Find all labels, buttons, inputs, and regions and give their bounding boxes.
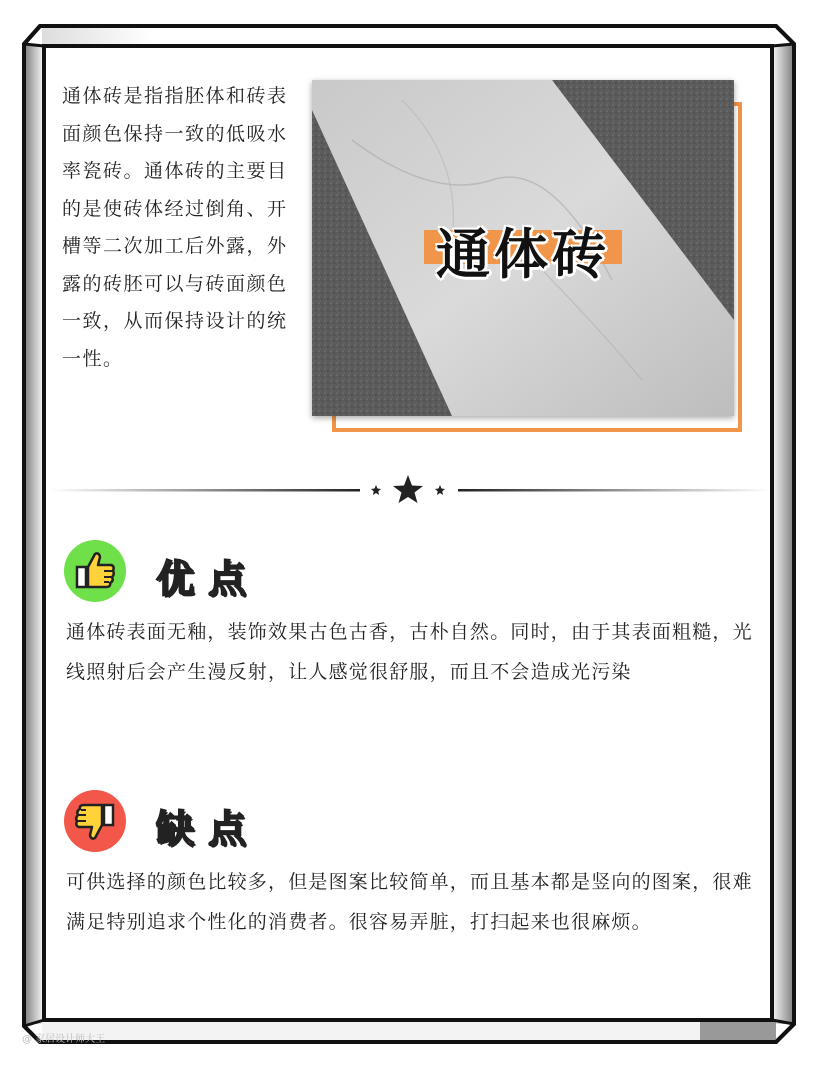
thumbs-down-icon (64, 790, 126, 852)
cons-paragraph: 可供选择的颜色比较多，但是图案比较简单，而且基本都是竖向的图案，很难满足特别追求个性化的消费者。很容易弄脏，打扫起来也很麻烦。 (66, 871, 753, 933)
pros-title: 优点 (156, 557, 261, 601)
cons-title: 缺点 (156, 807, 261, 851)
thumbs-up-icon (64, 540, 126, 602)
intro-paragraph: 通体砖是指指胚体和砖表面颜色保持一致的低吸水率瓷砖。通体砖的主要目的是使砖体经过倒角、开槽等二次加工后外露，外露的砖胚可以与砖面颜色一致，从而保持设计的统一性。 (62, 85, 288, 370)
tile-photo (312, 80, 734, 416)
photo-title: 通体砖 (436, 223, 610, 286)
star-divider (50, 472, 770, 508)
watermark: @ 家居设计师大王 (22, 1034, 106, 1045)
pros-paragraph: 通体砖表面无釉，装饰效果古色古香，古朴自然。同时，由于其表面粗糙，光线照射后会产生漫反射，让人感觉很舒服，而且不会造成光污染 (66, 621, 753, 683)
tile-photo-block (312, 80, 752, 440)
